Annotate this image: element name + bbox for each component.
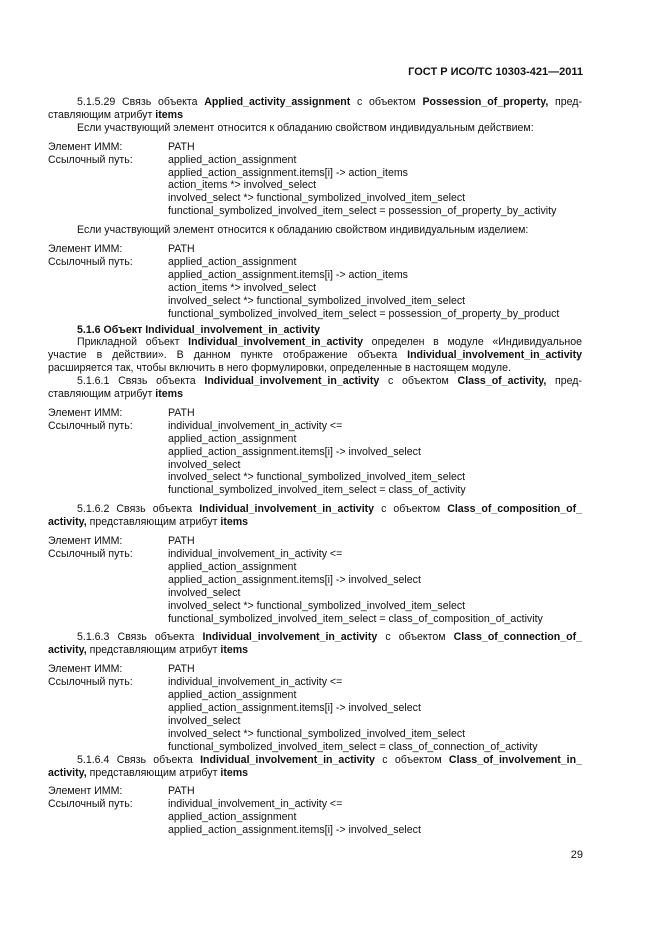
mapping-path: Ссылочный путь: individual_involvement_in_activity <= applied_action_assignment applied_action_assignment.items[i] -> involved_select involved_select involved_select *> functional_symbolized_involved_item_select functional_symbolized_involved_item_select = class_of_composition_of_activity [48, 548, 543, 625]
clause-5-1-6-3-title: 5.1.6.3 Связь объекта Individual_involvement_in_activity с объектом Class_of_connection_of_ activity, представляющим атрибут items [48, 631, 582, 657]
mapping-block: Элемент ИММ: PATH [48, 140, 195, 153]
clause-5-1-6-1-title: 5.1.6.1 Связь объекта Individual_involvement_in_activity с объектом Class_of_activity, пред-ставляющим атрибут items [48, 375, 582, 401]
clause-5-1-6-4-title: 5.1.6.4 Связь объекта Individual_involvement_in_activity с объектом Class_of_involvement_in_ activity, представляющим атрибут items [48, 753, 582, 779]
page-number: 29 [570, 849, 583, 861]
page-content [48, 96, 582, 837]
section-5-1-6-heading: 5.1.6 Объект Individual_involvement_in_activity [77, 323, 321, 336]
mapping-path: Ссылочный путь: individual_involvement_in_activity <= applied_action_assignment applied_action_assignment.items[i] -> involved_select involved_select involved_select *> functional_symbolized_involved_item_select functional_symbolized_involved_item_select = class_of_connection_of_activity [48, 676, 538, 753]
mapping-path: Ссылочный путь: applied_action_assignment applied_action_assignment.items[i] -> action_items action_items *> involved_select involved_select *> functional_symbolized_involved_item_select functional_symbolized_involved_item_select = possession_of_property_by_activity [48, 153, 557, 218]
mapping-path: Ссылочный путь: individual_involvement_in_activity <= applied_action_assignment applied_action_assignment.items[i] -> involved_select involved_select involved_select *> functional_symbolized_involved_item_select functional_symbolized_involved_item_select = class_of_activity [48, 419, 466, 497]
mapping-block: Элемент ИММ: PATH [48, 243, 195, 256]
clause-5-1-5-29-title: 5.1.5.29 Связь объекта Applied_activity_assignment с объектом Possession_of_property, пред-ставляющим атрибут items [48, 96, 582, 121]
mapping-block: Элемент ИММ: PATH [48, 785, 195, 798]
condition-product: Если участвующий элемент относится к обладанию свойством индивидуальным изделием: [77, 224, 529, 237]
document-code-header: ГОСТ Р ИСО/ТС 10303-421—2011 [408, 66, 583, 78]
mapping-path: Ссылочный путь: applied_action_assignment applied_action_assignment.items[i] -> action_items action_items *> involved_select involved_select *> functional_symbolized_involved_item_select functional_symbolized_involved_item_select = possession_of_property_by_product [48, 255, 560, 320]
mapping-block: Элемент ИММ: PATH [48, 406, 195, 419]
clause-5-1-6-2-title: 5.1.6.2 Связь объекта Individual_involvement_in_activity с объектом Class_of_composition_of_ activity, представляющим атрибут items [48, 503, 582, 529]
mapping-path: Ссылочный путь: individual_involvement_in_activity <= applied_action_assignment applied_action_assignment.items[i] -> involved_select [48, 798, 421, 837]
condition-activity: Если участвующий элемент относится к обладанию свойством индивидуальным действием: [77, 121, 534, 134]
section-5-1-6-body: Прикладной объект Individual_involvement_in_activity определен в модуле «Индивидуальное участие в действии». В данном пункте отображение объекта Individual_involvement_in_activity расширяется так, чтобы включить в него формулировки, определенные в настоящем модуле. [48, 336, 582, 375]
mapping-block: Элемент ИММ: PATH [48, 663, 195, 676]
mapping-block: Элемент ИММ: PATH [48, 535, 195, 548]
